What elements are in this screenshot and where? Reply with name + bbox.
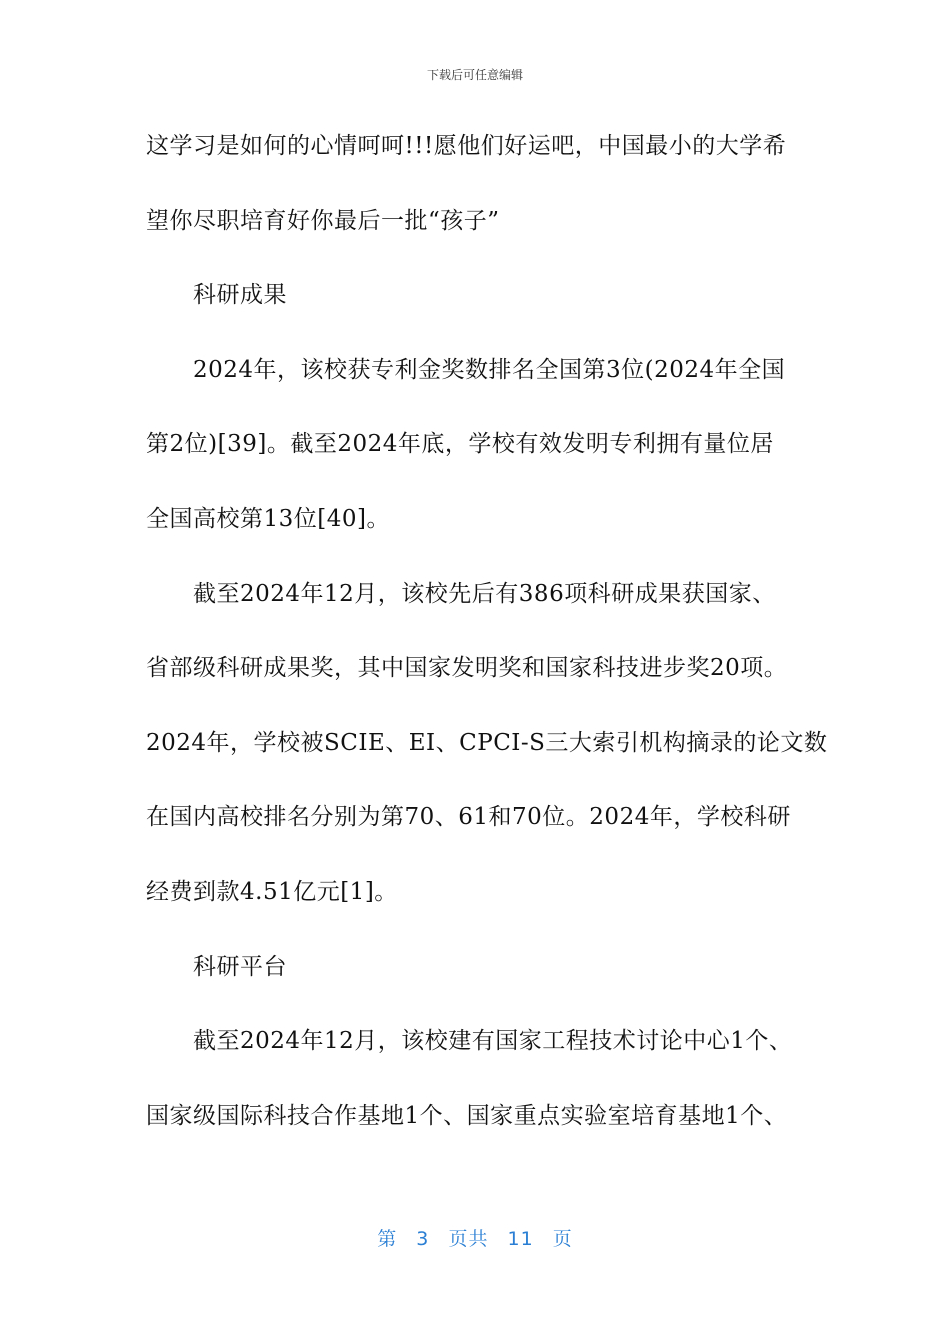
body-line: 在国内高校排名分别为第70、61和70位。2024年，学校科研 — [146, 804, 791, 831]
page-header: 下载后可任意编辑 — [426, 68, 523, 82]
body-line: 截至2024年12月，该校先后有386项科研成果获国家、 — [193, 580, 776, 607]
body-line: 2024年，该校获专利金奖数排名全国第3位(2024年全国 — [193, 356, 786, 383]
footer-suffix: 页 — [552, 1228, 573, 1250]
body-line: 第2位)[39]。截至2024年底，学校有效发明专利拥有量位居 — [146, 431, 774, 458]
footer-middle: 页共 — [448, 1228, 489, 1250]
current-page-number: 3 — [416, 1228, 430, 1250]
body-line: 2024年，学校被SCIE、EI、CPCI-S三大索引机构摘录的论文数 — [146, 729, 828, 756]
document-body — [146, 120, 828, 1164]
body-line: 经费到款4.51亿元[1]。 — [146, 878, 398, 905]
body-line: 省部级科研成果奖，其中国家发明奖和国家科技进步奖20项。 — [146, 655, 788, 682]
total-page-count: 11 — [507, 1228, 534, 1250]
body-line: 望你尽职培育好你最后一批“孩子” — [146, 207, 500, 234]
section-heading-research-platforms: 科研平台 — [193, 953, 287, 980]
page-footer — [0, 1224, 950, 1251]
body-line: 这学习是如何的心情呵呵!!!愿他们好运吧，中国最小的大学希 — [146, 133, 787, 159]
body-line: 国家级国际科技合作基地1个、国家重点实验室培育基地1个、 — [146, 1102, 788, 1129]
footer-prefix: 第 — [377, 1228, 398, 1250]
section-heading-research-results: 科研成果 — [193, 282, 287, 309]
body-line: 截至2024年12月，该校建有国家工程技术讨论中心1个、 — [193, 1028, 793, 1055]
body-line: 全国高校第13位[40]。 — [146, 505, 390, 532]
